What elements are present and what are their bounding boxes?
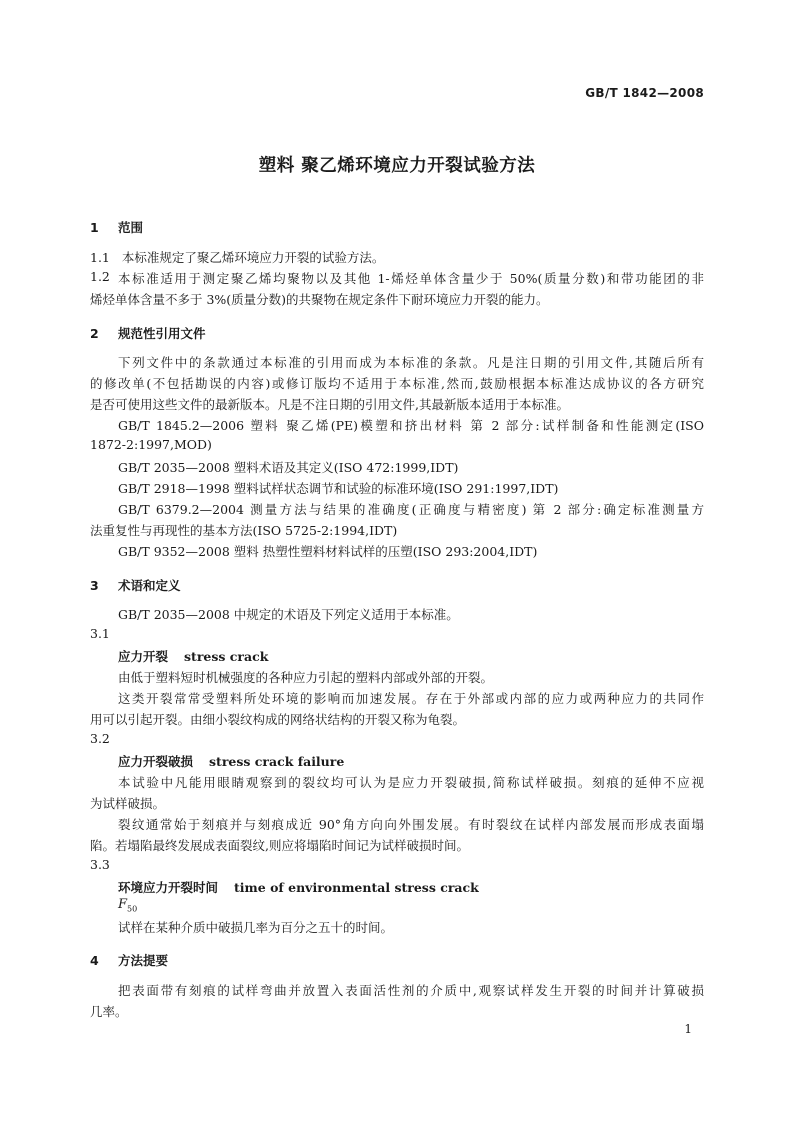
section-2-intro-line-3: 是否可使用这些文件的最新版本。凡是不注日期的引用文件,其最新版本适用于本标准。 xyxy=(90,397,569,412)
section-3-heading xyxy=(90,576,181,594)
term-3-2-number: 3.2 xyxy=(90,731,110,746)
section-4-line-2: 几率。 xyxy=(90,1004,128,1019)
term-3-2-zh: 应力开裂破损 xyxy=(118,754,194,769)
term-3-1-definition: 由低于塑料短时机械强度的各种应力引起的塑料内部或外部的开裂。 xyxy=(118,670,494,685)
section-1-title: 范围 xyxy=(118,220,144,235)
section-1-number: 1 xyxy=(90,220,99,235)
term-3-2-en: stress crack failure xyxy=(209,754,345,769)
term-3-3-heading xyxy=(118,878,479,896)
section-4-number: 4 xyxy=(90,953,99,968)
term-3-1-number: 3.1 xyxy=(90,626,110,641)
term-3-3-definition: 试样在某种介质中破损几率为百分之五十的时间。 xyxy=(118,920,394,935)
page-number: 1 xyxy=(684,1022,692,1036)
term-3-3-zh: 环境应力开裂时间 xyxy=(118,880,219,895)
clause-1-2-line-2: 烯烃单体含量不多于 3%(质量分数)的共聚物在规定条件下耐环境应力开裂的能力。 xyxy=(90,292,549,307)
reference-1-line-1: GB/T 1845.2—2006 塑料 聚乙烯(PE)模塑和挤出材料 第 2 部分:试样制备和性能测定(ISO xyxy=(118,418,704,433)
clause-1-1 xyxy=(90,248,384,266)
section-2-intro-line-2: 的修改单(不包括勘误的内容)或修订版均不适用于本标准,然而,鼓励根据本标准达成协议的各方研究 xyxy=(90,376,704,391)
reference-1-line-2: 1872-2:1997,MOD) xyxy=(90,437,212,452)
term-3-3-number: 3.3 xyxy=(90,857,110,872)
term-3-1-note-line-1: 这类开裂常常受塑料所处环境的影响而加速发展。存在于外部或内部的应力或两种应力的共同作 xyxy=(118,691,704,706)
term-3-2-note-line-2: 陷。若塌陷最终发展成表面裂纹,则应将塌陷时间记为试样破损时间。 xyxy=(90,838,469,853)
term-3-2-note-line-1: 裂纹通常始于刻痕并与刻痕成近 90°角方向向外围发展。有时裂纹在试样内部发展而形成表面塌 xyxy=(118,817,704,832)
clause-1-1-number: 1.1 xyxy=(90,250,110,265)
section-3-intro: GB/T 2035—2008 中规定的术语及下列定义适用于本标准。 xyxy=(118,607,459,622)
section-4-line-1: 把表面带有刻痕的试样弯曲并放置入表面活性剂的介质中,观察试样发生开裂的时间并计算破损 xyxy=(118,983,704,998)
clause-1-2-line-1: 本标准适用于测定聚乙烯均聚物以及其他 1-烯烃单体含量少于 50%(质量分数)和带功能团的非 xyxy=(118,271,704,286)
document-title: 塑料 聚乙烯环境应力开裂试验方法 xyxy=(258,156,536,176)
section-2-intro-line-1: 下列文件中的条款通过本标准的引用而成为本标准的条款。凡是注日期的引用文件,其随后所有 xyxy=(118,355,704,370)
reference-4-line-2: 法重复性与再现性的基本方法(ISO 5725-2:1994,IDT) xyxy=(90,523,398,538)
section-2-heading xyxy=(90,324,206,342)
symbol-main: F xyxy=(118,897,128,912)
section-4-title: 方法提要 xyxy=(118,953,169,968)
section-2-title: 规范性引用文件 xyxy=(118,326,206,341)
term-3-1-heading xyxy=(118,647,268,665)
section-3-number: 3 xyxy=(90,578,99,593)
section-3-title: 术语和定义 xyxy=(118,578,181,593)
standard-code: GB/T 1842—2008 xyxy=(585,86,704,100)
term-3-1-zh: 应力开裂 xyxy=(118,649,169,664)
reference-3: GB/T 2918—1998 塑料试样状态调节和试验的标准环境(ISO 291:1997,IDT) xyxy=(118,481,559,496)
clause-1-1-text: 本标准规定了聚乙烯环境应力开裂的试验方法。 xyxy=(121,250,385,265)
term-3-2-definition-line-2: 为试样破损。 xyxy=(90,796,166,811)
reference-2: GB/T 2035—2008 塑料术语及其定义(ISO 472:1999,IDT) xyxy=(118,460,459,475)
term-3-3-symbol xyxy=(118,897,137,914)
term-3-1-en: stress crack xyxy=(184,649,269,664)
term-3-3-en: time of environmental stress crack xyxy=(234,880,479,895)
term-3-2-definition-line-1: 本试验中凡能用眼睛观察到的裂纹均可认为是应力开裂破损,简称试样破损。刻痕的延伸不应视 xyxy=(118,775,704,790)
section-2-number: 2 xyxy=(90,326,99,341)
section-4-heading xyxy=(90,951,168,969)
section-1-heading xyxy=(90,218,143,236)
reference-4-line-1: GB/T 6379.2—2004 测量方法与结果的准确度(正确度与精密度) 第 2 部分:确定标准测量方 xyxy=(118,502,704,517)
term-3-2-heading xyxy=(118,752,344,770)
term-3-1-note-line-2: 用可以引起开裂。由细小裂纹构成的网络状结构的开裂又称为龟裂。 xyxy=(90,712,466,727)
reference-5: GB/T 9352—2008 塑料 热塑性塑料材料试样的压塑(ISO 293:2004,IDT) xyxy=(118,544,538,559)
clause-1-2-number: 1.2 xyxy=(90,269,110,284)
symbol-subscript: 50 xyxy=(127,904,138,914)
